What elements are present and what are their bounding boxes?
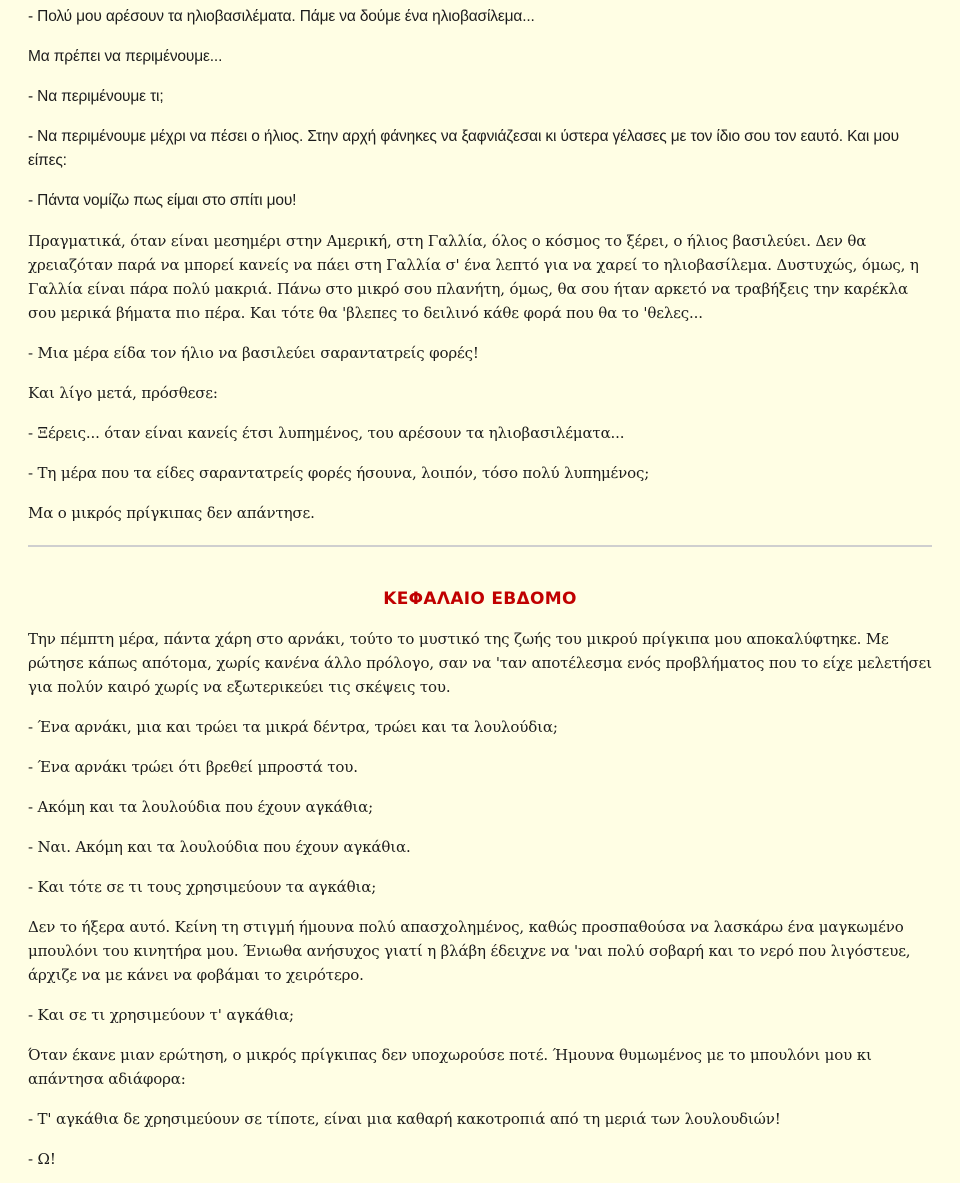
paragraph: - Τη μέρα που τα είδες σαραντατρείς φορές ήσουνα, λοιπόν, τόσο πολύ λυπημένος; [28, 464, 650, 482]
paragraph: Και λίγο μετά, πρόσθεσε: [28, 384, 218, 402]
paragraph: - Τ' αγκάθια δε χρησιμεύουν σε τίποτε, είναι μια καθαρή κακοτροπιά από τη μεριά των λουλουδιών! [28, 1110, 781, 1128]
paragraph: - Και σε τι χρησιμεύουν τ' αγκάθια; [28, 1006, 294, 1024]
paragraph: - Να περιμένουμε τι; [28, 88, 164, 105]
paragraph: - Πολύ μου αρέσουν τα ηλιοβασιλέματα. Πάμε να δούμε ένα ηλιοβασίλεμα... [28, 8, 535, 25]
section-divider [28, 545, 932, 547]
paragraph: - Πάντα νομίζω πως είμαι στο σπίτι μου! [28, 192, 297, 209]
paragraph: Όταν έκανε μιαν ερώτηση, ο μικρός πρίγκιπας δεν υποχωρούσε ποτέ. Ήμουνα θυμωμένος με το μπουλόνι μου κι απάντησα αδιάφορα: [28, 1046, 872, 1088]
paragraph: Δεν το ήξερα αυτό. Κείνη τη στιγμή ήμουνα πολύ απασχολημένος, καθώς προσπαθούσα να λασκάρω ένα μαγκωμένο μπουλόνι του κινητήρα μου. Ένιωθα ανήσυχος γιατί η βλάβη έδειχνε να 'ναι πολύ σοβαρή και το νερό που λιγόστευε, άρχιζε να με κάνει να φοβάμαι το χειρότερο. [28, 918, 911, 984]
paragraph: Μα ο μικρός πρίγκιπας δεν απάντησε. [28, 504, 315, 522]
paragraph: Πραγματικά, όταν είναι μεσημέρι στην Αμερική, στη Γαλλία, όλος ο κόσμος το ξέρει, ο ήλιος βασιλεύει. Δεν θα χρειαζόταν παρά να μπορεί κανείς να πάει στη Γαλλία σ' ένα λεπτό για να χαρεί το ηλιοβασίλεμα. Δυστυχώς, όμως, η Γαλλία είναι πάρα πολύ μακριά. Πάνω στο μικρό σου πλανήτη, όμως, θα σου ήταν αρκετό να τραβήξεις την καρέκλα σου μερικά βήματα πιο πέρα. Και τότε θα 'βλεπες το δειλινό κάθε φορά που θα το 'θελες... [28, 232, 919, 322]
paragraph: - Και τότε σε τι τους χρησιμεύουν τα αγκάθια; [28, 878, 377, 896]
paragraph: - Ακόμη και τα λουλούδια που έχουν αγκάθια; [28, 798, 373, 816]
paragraph: Την πέμπτη μέρα, πάντα χάρη στο αρνάκι, τούτο το μυστικό της ζωής του μικρού πρίγκιπα μου αποκαλύφτηκε. Με ρώτησε κάπως απότομα, χωρίς κανένα άλλο πρόλογο, σαν να 'ταν αποτέλεσμα ενός προβλήματος που το είχε μελετήσει για πολύν καιρό χωρίς να εξωτερικεύει τις σκέψεις του. [28, 630, 932, 696]
chapter-title: ΚΕΦΑΛΑΙΟ ΕΒΔΟΜΟ [383, 589, 577, 609]
paragraph: - Να περιμένουμε μέχρι να πέσει ο ήλιος. Στην αρχή φάνηκες να ξαφνιάζεσαι κι ύστερα γέλασες με τον ίδιο σου τον εαυτό. Και μου είπες: [28, 128, 899, 169]
paragraph: - Ναι. Ακόμη και τα λουλούδια που έχουν αγκάθια. [28, 838, 411, 856]
paragraph: - Ένα αρνάκι τρώει ότι βρεθεί μπροστά του. [28, 758, 358, 776]
paragraph: Μα πρέπει να περιμένουμε... [28, 48, 223, 65]
paragraph: - Ω! [28, 1150, 56, 1168]
paragraph: - Ένα αρνάκι, μια και τρώει τα μικρά δέντρα, τρώει και τα λουλούδια; [28, 718, 558, 736]
paragraph: - Ξέρεις... όταν είναι κανείς έτσι λυπημένος, του αρέσουν τα ηλιοβασιλέματα... [28, 424, 625, 442]
paragraph: - Μια μέρα είδα τον ήλιο να βασιλεύει σαραντατρείς φορές! [28, 344, 479, 362]
